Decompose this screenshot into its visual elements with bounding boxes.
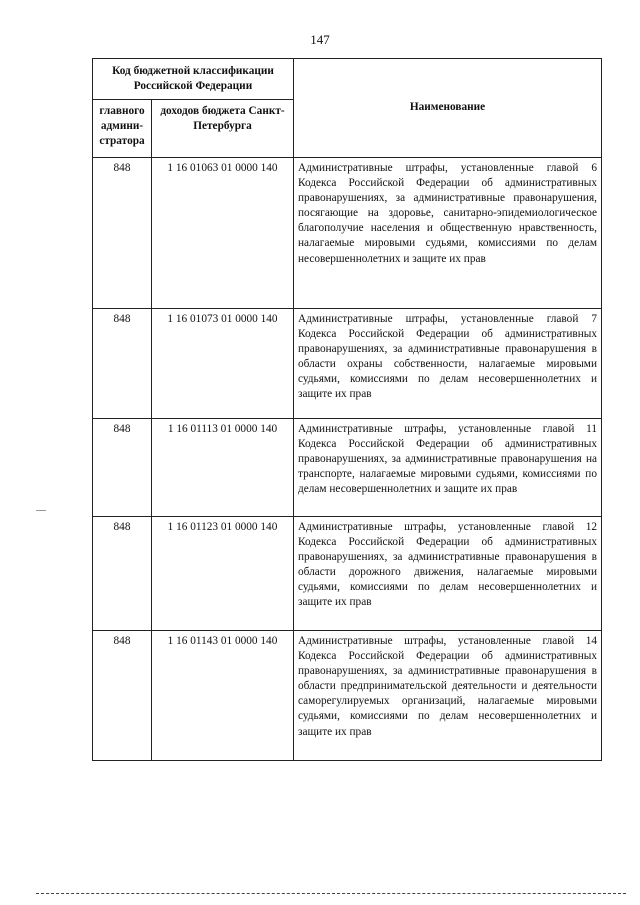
table-row	[93, 517, 602, 631]
scan-margin-mark	[36, 510, 46, 511]
table-row	[93, 309, 602, 419]
budget-classification-table	[92, 58, 602, 761]
header-row-top	[93, 59, 602, 100]
name-cell: Административные штрафы, установленные главой 6 Кодекса Российской Федерации об административных правонарушениях, за административные правонарушения, посягающие на здоровье, санитарно-эпидемиологическое благополучие населения и общественную нравственность, налагаемые мировыми судьями, комиссиями по делам несовершеннолетних и защите их прав	[294, 158, 602, 309]
income-code-cell: 1 16 01073 01 0000 140	[152, 309, 294, 419]
header-name: Наименование	[294, 59, 602, 158]
table-row	[93, 419, 602, 517]
name-cell: Административные штрафы, установленные главой 7 Кодекса Российской Федерации об административных правонарушениях, за административные правонарушения в области охраны собственности, налагаемые мировыми судьями, комиссиями по делам несовершеннолетних и защите их прав	[294, 309, 602, 419]
income-code-cell: 1 16 01123 01 0000 140	[152, 517, 294, 631]
header-admin: главного админи-стратора	[93, 100, 152, 158]
page-number: 147	[310, 32, 330, 47]
admin-code-cell: 848	[93, 158, 152, 309]
admin-code-cell: 848	[93, 419, 152, 517]
name-cell: Административные штрафы, установленные главой 11 Кодекса Российской Федерации об административных правонарушениях, за административные правонарушения на транспорте, налагаемые мировыми судьями, комиссиями по делам несовершеннолетних и защите их прав	[294, 419, 602, 517]
admin-code-cell: 848	[93, 631, 152, 761]
income-code-cell: 1 16 01143 01 0000 140	[152, 631, 294, 761]
admin-code-cell: 848	[93, 517, 152, 631]
admin-code-cell: 848	[93, 309, 152, 419]
table-row	[93, 158, 602, 309]
header-budget-code-group: Код бюджетной классификации Российской Федерации	[93, 59, 294, 100]
table-row	[93, 631, 602, 761]
name-cell: Административные штрафы, установленные главой 14 Кодекса Российской Федерации об административных правонарушениях, за административные правонарушения в области предпринимательской деятельности и деятельности саморегулируемых организаций, налагаемые мировыми судьями, комиссиями по делам несовершеннолетних и защите их прав	[294, 631, 602, 761]
page-bottom-rule	[36, 893, 626, 894]
income-code-cell: 1 16 01063 01 0000 140	[152, 158, 294, 309]
income-code-cell: 1 16 01113 01 0000 140	[152, 419, 294, 517]
header-income-code: доходов бюджета Санкт-Петербурга	[152, 100, 294, 158]
name-cell: Административные штрафы, установленные главой 12 Кодекса Российской Федерации об административных правонарушениях, за административные правонарушения в области дорожного движения, налагаемые мировыми судьями, комиссиями по делам несовершеннолетних и защите их прав	[294, 517, 602, 631]
